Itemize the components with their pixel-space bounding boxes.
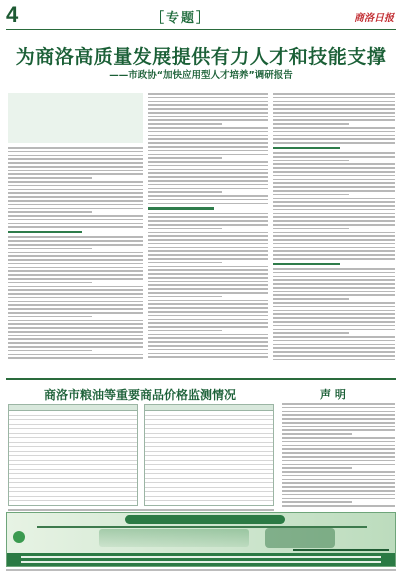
text-line [282, 479, 395, 481]
text-line [148, 224, 268, 226]
text-line [8, 327, 143, 329]
text-line [148, 108, 268, 110]
text-line [148, 326, 268, 328]
text-line [273, 347, 395, 349]
text-line [8, 170, 143, 172]
text-line [8, 173, 143, 175]
price-table-note [8, 509, 274, 511]
text-line [148, 288, 268, 290]
text-line [8, 331, 143, 333]
price-table-left [8, 404, 138, 506]
text-line [282, 467, 352, 469]
article-subheadline: ——市政协“加快应用型人才培养”调研报告 [109, 70, 293, 81]
text-line [282, 482, 395, 484]
text-line [8, 323, 143, 325]
text-line [148, 243, 268, 245]
text-line [282, 426, 395, 428]
text-line [282, 418, 395, 420]
text-line [148, 337, 268, 339]
text-line [273, 224, 395, 226]
text-line [273, 321, 395, 323]
text-line [148, 258, 268, 260]
text-line [8, 196, 143, 198]
text-line [8, 338, 143, 340]
text-line [8, 293, 143, 295]
text-line [148, 247, 268, 249]
text-line [273, 138, 395, 140]
text-line [8, 147, 143, 149]
text-line [8, 151, 143, 153]
text-line [8, 346, 143, 348]
text-line [273, 359, 395, 361]
text-line [148, 356, 268, 358]
text-line [148, 101, 268, 103]
text-line [273, 340, 395, 342]
text-line [148, 199, 268, 201]
text-line [148, 112, 268, 114]
text-line [282, 486, 395, 488]
text-line [148, 262, 222, 264]
text-line [148, 330, 222, 332]
text-line [8, 335, 143, 337]
text-line [273, 232, 395, 234]
text-line [148, 169, 268, 171]
article-column-3 [273, 93, 395, 363]
text-line [8, 274, 143, 276]
text-line [148, 142, 268, 144]
text-line [8, 166, 143, 168]
text-line [8, 236, 143, 238]
ad-address-line [21, 556, 381, 558]
text-line [273, 213, 395, 215]
text-line [8, 316, 92, 318]
text-line [8, 204, 143, 206]
text-line [8, 270, 143, 272]
text-line [148, 232, 268, 234]
text-line [8, 219, 143, 221]
text-line [148, 195, 268, 197]
leaf-icon [13, 531, 25, 543]
text-line [8, 200, 143, 202]
text-line [282, 448, 395, 450]
text-line [8, 252, 143, 254]
text-line [148, 319, 268, 321]
notice-title: 声 明 [320, 388, 346, 401]
text-line [282, 501, 352, 503]
text-line [273, 108, 395, 110]
text-line [8, 286, 143, 288]
text-line [148, 150, 268, 152]
text-line [273, 205, 395, 207]
page-footer-rule [6, 569, 396, 571]
text-line [148, 349, 268, 351]
ad-banner [125, 515, 285, 524]
text-line [148, 93, 268, 95]
text-line [273, 209, 395, 211]
text-line [148, 311, 268, 313]
text-line [273, 313, 395, 315]
text-line [8, 215, 143, 217]
text-line [273, 351, 395, 353]
text-line [273, 272, 395, 274]
text-line [8, 177, 92, 179]
text-line [8, 357, 143, 359]
text-line [273, 131, 395, 133]
text-line [8, 189, 143, 191]
text-line [8, 181, 143, 183]
text-line [8, 248, 92, 250]
text-line [273, 175, 395, 177]
text-line [273, 254, 395, 256]
text-line [282, 471, 395, 473]
text-line [273, 247, 395, 249]
price-section-title: 商洛市粮油等重要商品价格监测情况 [43, 388, 236, 402]
text-line [273, 220, 395, 222]
text-line [148, 146, 268, 148]
text-line [273, 123, 349, 125]
text-line [282, 445, 395, 447]
text-line [273, 325, 395, 327]
text-line [273, 298, 349, 300]
text-line [273, 329, 395, 331]
text-line [8, 223, 143, 225]
text-line [8, 211, 92, 213]
text-line [273, 142, 395, 144]
text-line [273, 171, 395, 173]
text-line [8, 354, 143, 356]
text-line [148, 322, 268, 324]
text-line [273, 243, 395, 245]
text-line [148, 307, 268, 309]
text-line [8, 289, 143, 291]
text-line [148, 300, 268, 302]
text-line [8, 208, 143, 210]
masthead [6, 4, 396, 30]
text-line [8, 259, 143, 261]
text-line [8, 155, 143, 157]
text-line [8, 267, 143, 269]
ad-brand-logo [13, 531, 73, 543]
text-line [273, 97, 395, 99]
text-line [282, 437, 395, 439]
text-line [273, 306, 395, 308]
text-line [273, 287, 395, 289]
text-line [8, 301, 143, 303]
notice-body [282, 403, 395, 507]
text-line [148, 220, 268, 222]
text-line [148, 203, 268, 205]
text-line [282, 422, 395, 424]
ad-contact-footer [7, 553, 395, 566]
text-line [148, 266, 268, 268]
text-line [273, 167, 395, 169]
text-line [8, 263, 143, 265]
section-subheading [273, 263, 340, 265]
text-line [282, 464, 395, 466]
text-line [148, 119, 268, 121]
text-line [148, 176, 268, 178]
text-line [282, 429, 395, 431]
text-line [148, 138, 268, 140]
text-line [282, 452, 395, 454]
text-line [8, 240, 143, 242]
text-line [148, 353, 268, 355]
ad-slogan-artwork [99, 529, 249, 547]
text-line [8, 158, 143, 160]
text-line [148, 254, 268, 256]
text-line [148, 303, 268, 305]
text-line [148, 341, 268, 343]
text-line [282, 456, 395, 458]
text-line [148, 123, 222, 125]
text-line [8, 297, 143, 299]
text-line [273, 198, 395, 200]
text-line [282, 494, 395, 496]
text-line [148, 292, 268, 294]
text-line [273, 344, 395, 346]
text-line [273, 93, 395, 95]
text-line [148, 250, 268, 252]
text-line [273, 310, 395, 312]
text-line [148, 345, 268, 347]
text-line [273, 182, 395, 184]
text-line [273, 268, 395, 270]
text-line [273, 355, 395, 357]
text-line [282, 407, 395, 409]
section-subheading [148, 207, 214, 209]
advertisement [6, 512, 396, 567]
text-line [8, 304, 143, 306]
text-line [148, 315, 268, 317]
text-line [273, 228, 349, 230]
text-line [282, 403, 395, 405]
text-line [273, 135, 395, 137]
text-line [282, 475, 395, 477]
text-line [148, 127, 268, 129]
text-line [8, 282, 92, 284]
text-line [273, 336, 395, 338]
text-line [148, 157, 222, 159]
text-line [282, 498, 395, 500]
text-line [148, 172, 268, 174]
text-line [282, 414, 395, 416]
article-column-2 [148, 93, 268, 363]
text-line [148, 97, 268, 99]
text-line [273, 317, 395, 319]
ad-phone-line [21, 561, 381, 563]
text-line [282, 460, 395, 462]
text-line [282, 505, 395, 507]
text-line [8, 162, 143, 164]
text-line [148, 180, 268, 182]
text-line [273, 116, 395, 118]
text-line [273, 332, 349, 334]
text-line [273, 179, 395, 181]
section-subheading [8, 231, 82, 233]
text-line [148, 235, 268, 237]
text-line [8, 342, 143, 344]
text-line [273, 216, 395, 218]
text-line [273, 156, 395, 158]
text-line [273, 119, 395, 121]
text-line [8, 255, 143, 257]
text-line [148, 116, 268, 118]
text-line [273, 190, 395, 192]
text-line [148, 213, 268, 215]
text-line [273, 160, 349, 162]
text-line [273, 250, 395, 252]
text-line [273, 279, 395, 281]
text-line [8, 226, 143, 228]
text-line [8, 312, 143, 314]
text-line [8, 308, 143, 310]
text-line [148, 161, 268, 163]
text-line [282, 433, 352, 435]
text-line [273, 127, 395, 129]
table-row [9, 497, 137, 502]
article-lead-box [8, 93, 143, 143]
text-line [273, 101, 395, 103]
text-line [273, 276, 395, 278]
text-line [148, 131, 268, 133]
text-line [148, 191, 222, 193]
text-line [273, 152, 395, 154]
text-line [273, 291, 395, 293]
text-line [273, 194, 349, 196]
text-line [273, 283, 395, 285]
text-line [273, 235, 395, 237]
text-line [282, 411, 395, 413]
article-column-1 [8, 147, 143, 363]
text-line [282, 441, 395, 443]
text-line [148, 188, 268, 190]
text-line [8, 278, 143, 280]
text-line [148, 273, 268, 275]
paper-name-logo: 商洛日报 [354, 13, 394, 24]
text-line [8, 244, 143, 246]
article-headline: 为商洛高质量发展提供有力人才和技能支撑 [15, 46, 387, 68]
text-line [273, 201, 395, 203]
text-line [148, 154, 268, 156]
text-line [273, 294, 395, 296]
text-line [148, 269, 268, 271]
text-line [8, 350, 92, 352]
text-line [273, 112, 395, 114]
text-line [8, 185, 143, 187]
section-tag: ［专题］ [151, 11, 212, 26]
text-line [8, 192, 143, 194]
price-table-right [144, 404, 274, 506]
section-divider [6, 378, 396, 380]
ad-company-name [293, 549, 389, 551]
text-line [148, 216, 268, 218]
text-line [8, 320, 143, 322]
text-line [148, 184, 268, 186]
text-line [148, 239, 268, 241]
table-row [145, 497, 273, 502]
page-number: 4 [6, 2, 19, 27]
text-line [148, 165, 268, 167]
text-line [148, 284, 268, 286]
text-line [273, 302, 395, 304]
text-line [148, 135, 268, 137]
text-line [273, 163, 395, 165]
text-line [282, 490, 395, 492]
text-line [148, 228, 222, 230]
text-line [148, 104, 268, 106]
text-line [273, 186, 395, 188]
text-line [148, 281, 268, 283]
section-subheading [273, 147, 340, 149]
text-line [148, 277, 268, 279]
text-line [273, 104, 395, 106]
ad-product-badge [265, 528, 335, 548]
text-line [148, 334, 268, 336]
text-line [148, 296, 222, 298]
text-line [273, 258, 395, 260]
text-line [273, 239, 395, 241]
